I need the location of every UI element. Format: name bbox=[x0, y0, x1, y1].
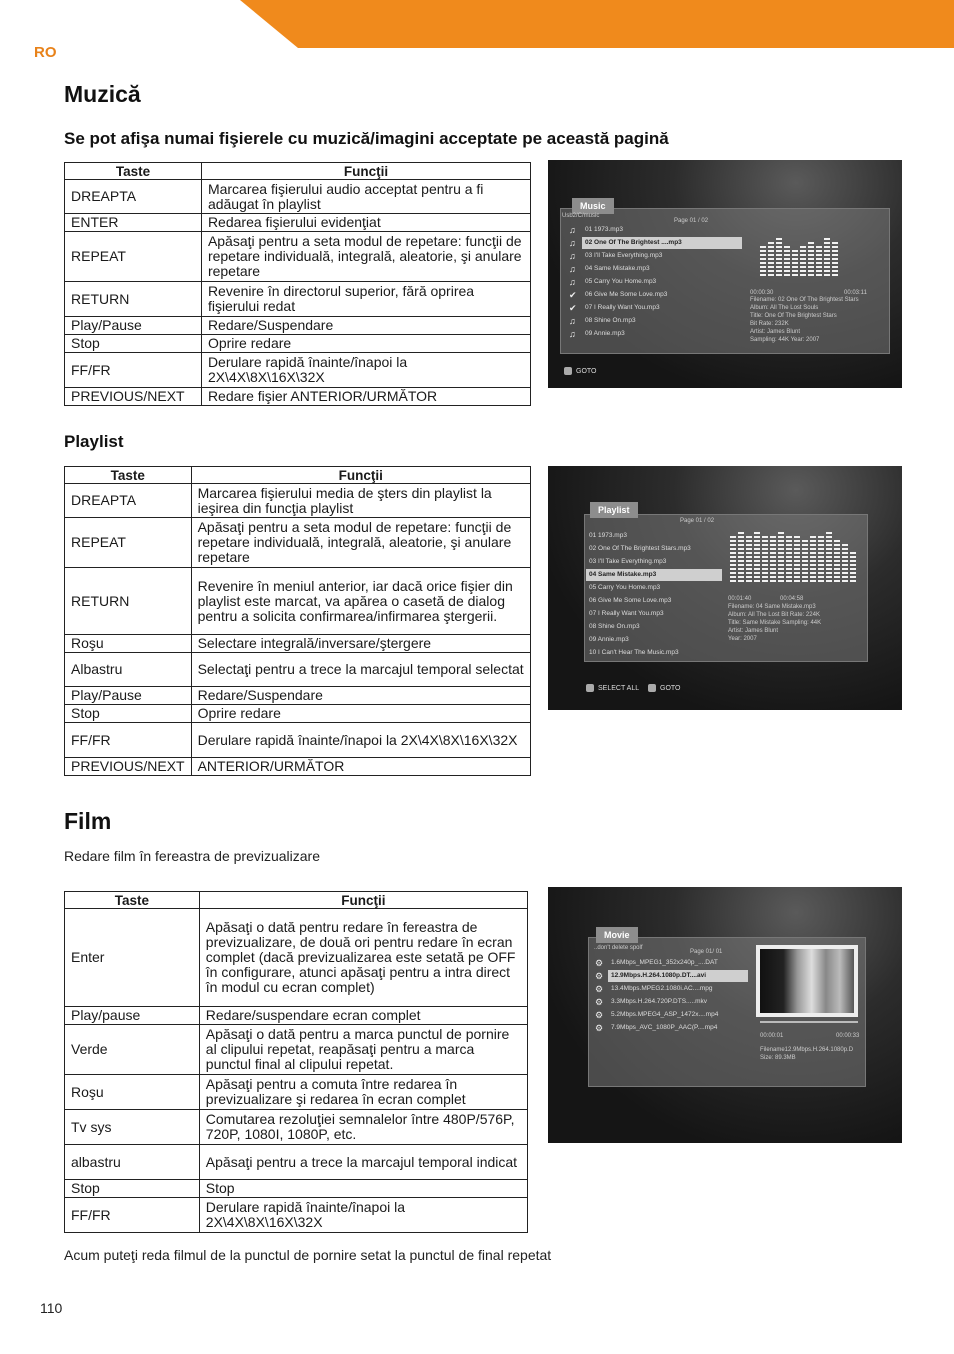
music-equalizer bbox=[760, 238, 838, 276]
music-time-start: 00:00:30 bbox=[750, 290, 774, 296]
table-row bbox=[65, 1198, 528, 1233]
key-cell: Enter bbox=[65, 909, 200, 1007]
function-cell: Apăsaţi pentru a comuta între redarea în previzualizare şi redarea în ecran complet bbox=[199, 1075, 527, 1110]
info-line: Artist: James Blunt bbox=[750, 329, 801, 335]
movie-progress-bar bbox=[760, 1021, 858, 1023]
file-type-icon: ♫ bbox=[569, 316, 576, 326]
music-path: Usb2/C/music bbox=[562, 213, 600, 219]
function-cell: Apăsaţi o dată pentru redare în fereastra de previzualizare, de două ori pentru redare în ecran complet (dacă previzualizarea este setată pe OFF în configurare, atunci apăsaţi pentru a intra direct în modul cu ecran complet) bbox=[199, 909, 527, 1007]
movie-time-start: 00:00:01 bbox=[760, 1033, 784, 1039]
blue-button-icon bbox=[648, 684, 656, 692]
table-row bbox=[65, 1180, 528, 1198]
music-time-end: 00:03:11 bbox=[844, 290, 867, 296]
key-cell: albastru bbox=[65, 1145, 200, 1180]
equalizer-bar bbox=[792, 250, 798, 276]
file-type-icon: ⚙ bbox=[595, 958, 604, 968]
file-type-icon: ⚙ bbox=[595, 1023, 604, 1033]
table-row bbox=[65, 1145, 528, 1180]
movie-path: ..don't delete spolf bbox=[594, 945, 643, 951]
equalizer-bar bbox=[794, 536, 800, 582]
checkmark-icon: ✔ bbox=[569, 303, 577, 313]
film-intro: Redare film în fereastra de previzualizare bbox=[64, 848, 321, 864]
info-line: Size: 89.3MB bbox=[760, 1055, 796, 1061]
playlist-title: Playlist bbox=[64, 432, 124, 451]
playlist-page-indicator: Page 01 / 02 bbox=[680, 518, 715, 524]
music-page-indicator: Page 01 / 02 bbox=[674, 218, 709, 224]
music-tab: Music bbox=[572, 198, 614, 214]
file-list-item[interactable]: 10 I Can't Hear The Music.mp3 bbox=[589, 649, 679, 656]
equalizer-bar bbox=[810, 534, 816, 582]
equalizer-bar bbox=[800, 246, 806, 276]
checkmark-icon: ✔ bbox=[569, 290, 577, 300]
file-type-icon: ⚙ bbox=[595, 984, 604, 994]
playlist-goto-button[interactable]: GOTO bbox=[648, 684, 680, 692]
file-list-item[interactable]: 3.3Mbps.H.264.720P.DTS.....mkv bbox=[611, 998, 707, 1005]
file-list-item[interactable]: 02 One Of The Brightest ....mp3 bbox=[582, 237, 742, 249]
info-line: Artist: James Blunt bbox=[728, 628, 779, 634]
key-cell: PREVIOUS/NEXT bbox=[65, 758, 192, 776]
equalizer-bar bbox=[754, 530, 760, 582]
film-outro: Acum puteţi reda filmul de la punctul de pornire setat la punctul de final repetat bbox=[64, 1247, 552, 1263]
function-cell: Derulare rapidă înainte/înapoi la 2X\4X\8X\16X\32X bbox=[199, 1198, 527, 1233]
file-list-item[interactable]: 03 I'll Take Everything.mp3 bbox=[589, 558, 667, 565]
table-row bbox=[65, 388, 531, 406]
red-button-icon bbox=[586, 684, 594, 692]
function-cell: Marcarea fişierului audio acceptat pentru a fi adăugat în playlist bbox=[201, 180, 530, 214]
file-list-item[interactable]: 7.9Mbps_AVC_1080P_AAC(P....mp4 bbox=[611, 1024, 718, 1031]
green-button-icon bbox=[564, 367, 572, 375]
equalizer-bar bbox=[818, 536, 824, 582]
file-list-item[interactable]: 07 I Really Want You.mp3 bbox=[585, 304, 660, 311]
key-cell: FF/FR bbox=[65, 353, 202, 388]
file-list-item[interactable]: 07 I Really Want You.mp3 bbox=[589, 610, 664, 617]
table-header: Taste bbox=[65, 467, 192, 484]
file-list-item[interactable]: 05 Carry You Home.mp3 bbox=[585, 278, 657, 285]
table-row bbox=[65, 687, 531, 705]
table-row bbox=[65, 353, 531, 388]
function-cell: Redare/Suspendare bbox=[191, 687, 530, 705]
table-row bbox=[65, 518, 531, 568]
equalizer-bar bbox=[738, 532, 744, 582]
film-title: Film bbox=[64, 808, 112, 834]
function-cell: Stop bbox=[199, 1180, 527, 1198]
function-cell: ANTERIOR/URMĂTOR bbox=[191, 758, 530, 776]
table-row bbox=[65, 1007, 528, 1025]
music-keys-table bbox=[64, 162, 531, 406]
file-list-item[interactable]: 1.6Mbps_MPEG1_352x240p_....DAT bbox=[611, 959, 718, 966]
music-subtitle: Se pot afişa numai fişierele cu muzică/imagini acceptate pe această pagină bbox=[64, 129, 669, 148]
key-cell: PREVIOUS/NEXT bbox=[65, 388, 202, 406]
movie-page-indicator: Page 01/ 01 bbox=[690, 949, 723, 955]
file-list-item[interactable]: 01 1973.mp3 bbox=[589, 532, 627, 539]
file-list-item[interactable]: 09 Annie.mp3 bbox=[589, 636, 629, 643]
file-list-item[interactable]: 08 Shine On.mp3 bbox=[589, 623, 640, 630]
table-row bbox=[65, 317, 531, 335]
key-cell: Play/Pause bbox=[65, 317, 202, 335]
function-cell: Revenire în meniul anterior, iar dacă orice fişier din playlist este marcat, va apărea o casetă de dialog pentru a solicita confirmarea/infirmarea ştergerii. bbox=[191, 568, 530, 635]
file-list-item[interactable]: 12.9Mbps.H.264.1080p.DT....avi bbox=[608, 970, 748, 982]
info-line: Title: Same Mistake Sampling: 44K bbox=[728, 620, 822, 626]
key-cell: Play/pause bbox=[65, 1007, 200, 1025]
equalizer-bar bbox=[842, 544, 848, 582]
info-line: Filename: 02 One Of The Brightest Stars bbox=[750, 297, 859, 303]
function-cell: Apăsaţi pentru a seta modul de repetare: funcţii de repetare individuală, integrală, aleatorie, şi anulare repetare bbox=[191, 518, 530, 568]
movie-preview-window bbox=[756, 945, 858, 1017]
select-all-button[interactable]: SELECT ALL bbox=[586, 684, 639, 692]
function-cell: Oprire redare bbox=[191, 705, 530, 723]
file-type-icon: ♫ bbox=[569, 329, 576, 339]
table-row bbox=[65, 214, 531, 232]
equalizer-bar bbox=[816, 246, 822, 276]
equalizer-bar bbox=[776, 238, 782, 276]
file-type-icon: ♫ bbox=[569, 277, 576, 287]
playlist-time-start: 00:01:40 bbox=[728, 596, 752, 602]
function-cell: Redarea fişierului evidenţiat bbox=[201, 214, 530, 232]
file-list-item[interactable]: 06 Give Me Some Love.mp3 bbox=[589, 597, 672, 604]
movie-screen-screenshot bbox=[548, 887, 902, 1143]
playlist-time-end: 00:04:58 bbox=[780, 596, 804, 602]
header-banner bbox=[240, 0, 954, 48]
table-header: Taste bbox=[65, 892, 200, 909]
key-cell: Tv sys bbox=[65, 1110, 200, 1145]
playlist-equalizer bbox=[730, 530, 856, 582]
equalizer-bar bbox=[778, 532, 784, 582]
table-row bbox=[65, 653, 531, 687]
file-type-icon: ⚙ bbox=[595, 971, 604, 981]
equalizer-bar bbox=[808, 240, 814, 276]
table-row bbox=[65, 180, 531, 214]
function-cell: Revenire în directorul superior, fără oprirea fişierului redat bbox=[201, 282, 530, 317]
key-cell: DREAPTA bbox=[65, 484, 192, 518]
file-list-item[interactable]: 03 I'll Take Everything.mp3 bbox=[585, 252, 663, 259]
info-line: Year: 2007 bbox=[728, 636, 757, 642]
file-type-icon: ⚙ bbox=[595, 1010, 604, 1020]
info-line: Sampling: 44K Year: 2007 bbox=[750, 337, 820, 343]
file-list-item[interactable]: 06 Give Me Some Love.mp3 bbox=[585, 291, 668, 298]
equalizer-bar bbox=[824, 238, 830, 276]
table-row bbox=[65, 232, 531, 282]
info-line: Filename12.9Mbps.H.264.1080p.D bbox=[760, 1047, 854, 1053]
key-cell: Stop bbox=[65, 705, 192, 723]
file-list-item[interactable]: 01 1973.mp3 bbox=[585, 226, 623, 233]
key-cell: FF/FR bbox=[65, 723, 192, 758]
file-type-icon: ♫ bbox=[569, 264, 576, 274]
key-cell: FF/FR bbox=[65, 1198, 200, 1233]
equalizer-bar bbox=[730, 536, 736, 582]
file-list-item[interactable]: 13.4Mbps.MPEG2.1080i.AC....mpg bbox=[611, 985, 713, 992]
film-keys-table bbox=[64, 891, 528, 1233]
key-cell: Roşu bbox=[65, 1075, 200, 1110]
equalizer-bar bbox=[786, 534, 792, 582]
equalizer-bar bbox=[832, 242, 838, 276]
file-list-item[interactable]: 09 Annie.mp3 bbox=[585, 330, 625, 337]
table-row bbox=[65, 705, 531, 723]
equalizer-bar bbox=[826, 532, 832, 582]
equalizer-bar bbox=[850, 552, 856, 582]
equalizer-bar bbox=[768, 242, 774, 276]
info-line: Filename: 04 Same Mistake.mp3 bbox=[728, 604, 816, 610]
file-list-item[interactable]: 04 Same Mistake.mp3 bbox=[586, 569, 722, 581]
function-cell: Derulare rapidă înainte/înapoi la 2X\4X\8X\16X\32X bbox=[201, 353, 530, 388]
equalizer-bar bbox=[802, 538, 808, 582]
equalizer-bar bbox=[762, 534, 768, 582]
key-cell: DREAPTA bbox=[65, 180, 202, 214]
playlist-keys-table bbox=[64, 466, 531, 776]
file-type-icon: ⚙ bbox=[595, 997, 604, 1007]
key-cell: Stop bbox=[65, 1180, 200, 1198]
table-row bbox=[65, 1110, 528, 1145]
table-row bbox=[65, 335, 531, 353]
info-line: Album: All The Lost Souls bbox=[750, 305, 819, 311]
function-cell: Apăsaţi pentru a seta modul de repetare: funcţii de repetare individuală, integrală, aleatorie, şi anulare repetare bbox=[201, 232, 530, 282]
equalizer-bar bbox=[784, 246, 790, 276]
function-cell: Apăsaţi pentru a trece la marcajul temporal indicat bbox=[199, 1145, 527, 1180]
table-row bbox=[65, 1025, 528, 1075]
table-row bbox=[65, 282, 531, 317]
file-type-icon: ♫ bbox=[569, 251, 576, 261]
file-list-item[interactable]: 02 One Of The Brightest Stars.mp3 bbox=[589, 545, 691, 552]
table-row bbox=[65, 1075, 528, 1110]
page-number: 110 bbox=[40, 1300, 63, 1316]
file-type-icon: ♫ bbox=[569, 238, 576, 248]
key-cell: Play/Pause bbox=[65, 687, 192, 705]
function-cell: Comutarea rezoluţiei semnalelor între 480P/576P, 720P, 1080I, 1080P, etc. bbox=[199, 1110, 527, 1145]
key-cell: Verde bbox=[65, 1025, 200, 1075]
file-list-item[interactable]: 5.2Mbps.MPEG4_ASP_1472x....mp4 bbox=[611, 1011, 719, 1018]
file-list-item[interactable]: 04 Same Mistake.mp3 bbox=[585, 265, 650, 272]
info-line: Album: All The Lost Bit Rate: 224K bbox=[728, 612, 820, 618]
table-header: Funcţii bbox=[199, 892, 527, 909]
table-header: Funcţii bbox=[191, 467, 530, 484]
table-row bbox=[65, 758, 531, 776]
equalizer-bar bbox=[746, 536, 752, 582]
equalizer-bar bbox=[770, 536, 776, 582]
function-cell: Oprire redare bbox=[201, 335, 530, 353]
file-list-item[interactable]: 08 Shine On.mp3 bbox=[585, 317, 636, 324]
table-header: Taste bbox=[65, 163, 202, 180]
function-cell: Selectaţi pentru a trece la marcajul temporal selectat bbox=[191, 653, 530, 687]
key-cell: RETURN bbox=[65, 568, 192, 635]
equalizer-bar bbox=[760, 246, 766, 276]
info-line: Bit Rate: 232K bbox=[750, 321, 789, 327]
table-header: Funcţii bbox=[201, 163, 530, 180]
function-cell: Apăsaţi o dată pentru a marca punctul de pornire al clipului repetat, reapăsaţi pentru a marca punctul final al clipului repetat. bbox=[199, 1025, 527, 1075]
key-cell: REPEAT bbox=[65, 518, 192, 568]
table-row bbox=[65, 723, 531, 758]
key-cell: Stop bbox=[65, 335, 202, 353]
music-screen-screenshot bbox=[548, 160, 902, 388]
equalizer-bar bbox=[834, 540, 840, 582]
movie-time-end: 00:00:33 bbox=[836, 1033, 860, 1039]
table-row bbox=[65, 635, 531, 653]
function-cell: Redare fişier ANTERIOR/URMĂTOR bbox=[201, 388, 530, 406]
music-title: Muzică bbox=[64, 81, 141, 107]
table-row bbox=[65, 484, 531, 518]
function-cell: Selectare integrală/inversare/ştergere bbox=[191, 635, 530, 653]
key-cell: Albastru bbox=[65, 653, 192, 687]
playlist-screen-screenshot bbox=[548, 466, 902, 710]
key-cell: REPEAT bbox=[65, 232, 202, 282]
table-row bbox=[65, 568, 531, 635]
function-cell: Marcarea fişierului media de şters din playlist la ieşirea din funcţia playlist bbox=[191, 484, 530, 518]
function-cell: Redare/Suspendare bbox=[201, 317, 530, 335]
music-goto-button[interactable]: GOTO bbox=[564, 367, 596, 375]
playlist-tab: Playlist bbox=[590, 502, 638, 518]
key-cell: ENTER bbox=[65, 214, 202, 232]
function-cell: Redare/suspendare ecran complet bbox=[199, 1007, 527, 1025]
file-list-item[interactable]: 05 Carry You Home.mp3 bbox=[589, 584, 661, 591]
table-row bbox=[65, 909, 528, 1007]
language-label: RO bbox=[34, 44, 57, 61]
key-cell: Roşu bbox=[65, 635, 192, 653]
info-line: Title: One Of The Brightest Stars bbox=[750, 313, 837, 319]
movie-tab: Movie bbox=[596, 927, 638, 943]
file-type-icon: ♫ bbox=[569, 225, 576, 235]
function-cell: Derulare rapidă înainte/înapoi la 2X\4X\8X\16X\32X bbox=[191, 723, 530, 758]
key-cell: RETURN bbox=[65, 282, 202, 317]
